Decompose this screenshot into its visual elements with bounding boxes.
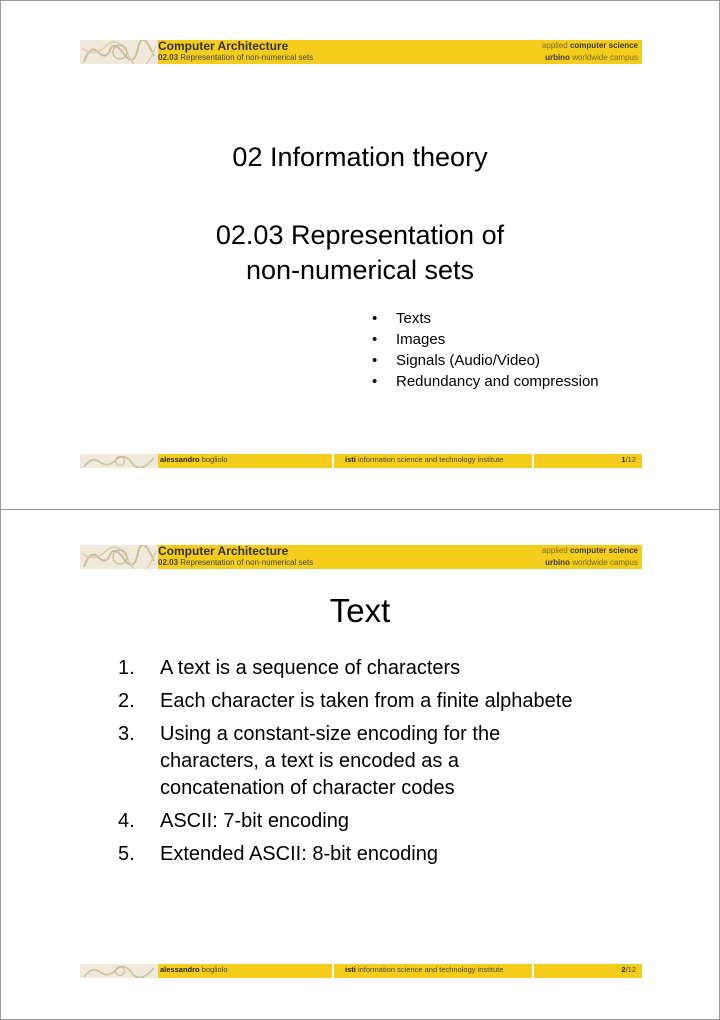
list-item: • Texts bbox=[372, 310, 432, 327]
list-item: 2. Each character is taken from a finite alphabete bbox=[118, 690, 573, 712]
slide-1-title: 02 Information theory bbox=[232, 142, 488, 172]
list-item: • Redundancy and compression bbox=[372, 373, 599, 390]
footer-divider bbox=[532, 964, 534, 978]
footer-author: alessandro bogliolo bbox=[160, 965, 228, 974]
list-item: 5. Extended ASCII: 8-bit encoding bbox=[118, 843, 438, 865]
footer-page-number: 2/12 bbox=[621, 965, 636, 974]
slide-2-numbered-list bbox=[118, 655, 580, 874]
campus-label: urbino worldwide campus bbox=[545, 558, 638, 567]
list-item: • Signals (Audio/Video) bbox=[372, 352, 540, 369]
slide-1-header-band bbox=[80, 40, 642, 64]
footer-divider bbox=[332, 964, 334, 978]
footer-page-number: 1/12 bbox=[621, 455, 636, 464]
slide-1-footer-band bbox=[80, 454, 642, 468]
university-seal-logo-icon bbox=[80, 545, 158, 569]
slide-2-footer-band bbox=[80, 964, 642, 978]
footer-institute: isti information science and technology institute bbox=[345, 965, 504, 974]
list-item: 4. ASCII: 7-bit encoding bbox=[118, 810, 349, 832]
section-subtitle: 02.03 Representation of non-numerical sets bbox=[158, 53, 314, 62]
slide-2-title: Text bbox=[329, 592, 391, 629]
footer-divider bbox=[532, 454, 534, 468]
university-seal-logo-icon bbox=[80, 454, 158, 468]
slide-1-subtitle: 02.03 Representation of non-numerical sets bbox=[215, 220, 505, 285]
list-item: 3. Using a constant-size encoding for the characters, a text is encoded as a concatenation of character codes bbox=[118, 723, 501, 799]
dept-label: applied computer science bbox=[541, 546, 638, 555]
course-title: Computer Architecture bbox=[158, 40, 289, 53]
list-item: • Images bbox=[372, 331, 446, 348]
university-seal-logo-icon bbox=[80, 40, 158, 64]
list-item: 1. A text is a sequence of characters bbox=[118, 657, 461, 679]
section-subtitle: 02.03 Representation of non-numerical sets bbox=[158, 558, 314, 567]
campus-label: urbino worldwide campus bbox=[545, 53, 638, 62]
university-seal-logo-icon bbox=[80, 964, 158, 978]
footer-institute: isti information science and technology institute bbox=[345, 455, 504, 464]
course-title: Computer Architecture bbox=[158, 545, 289, 558]
footer-divider bbox=[332, 454, 334, 468]
dept-label: applied computer science bbox=[541, 41, 638, 50]
slide-2-header-band bbox=[80, 545, 642, 569]
footer-author: alessandro bogliolo bbox=[160, 455, 228, 464]
slide-1-bullet-list bbox=[372, 308, 599, 392]
